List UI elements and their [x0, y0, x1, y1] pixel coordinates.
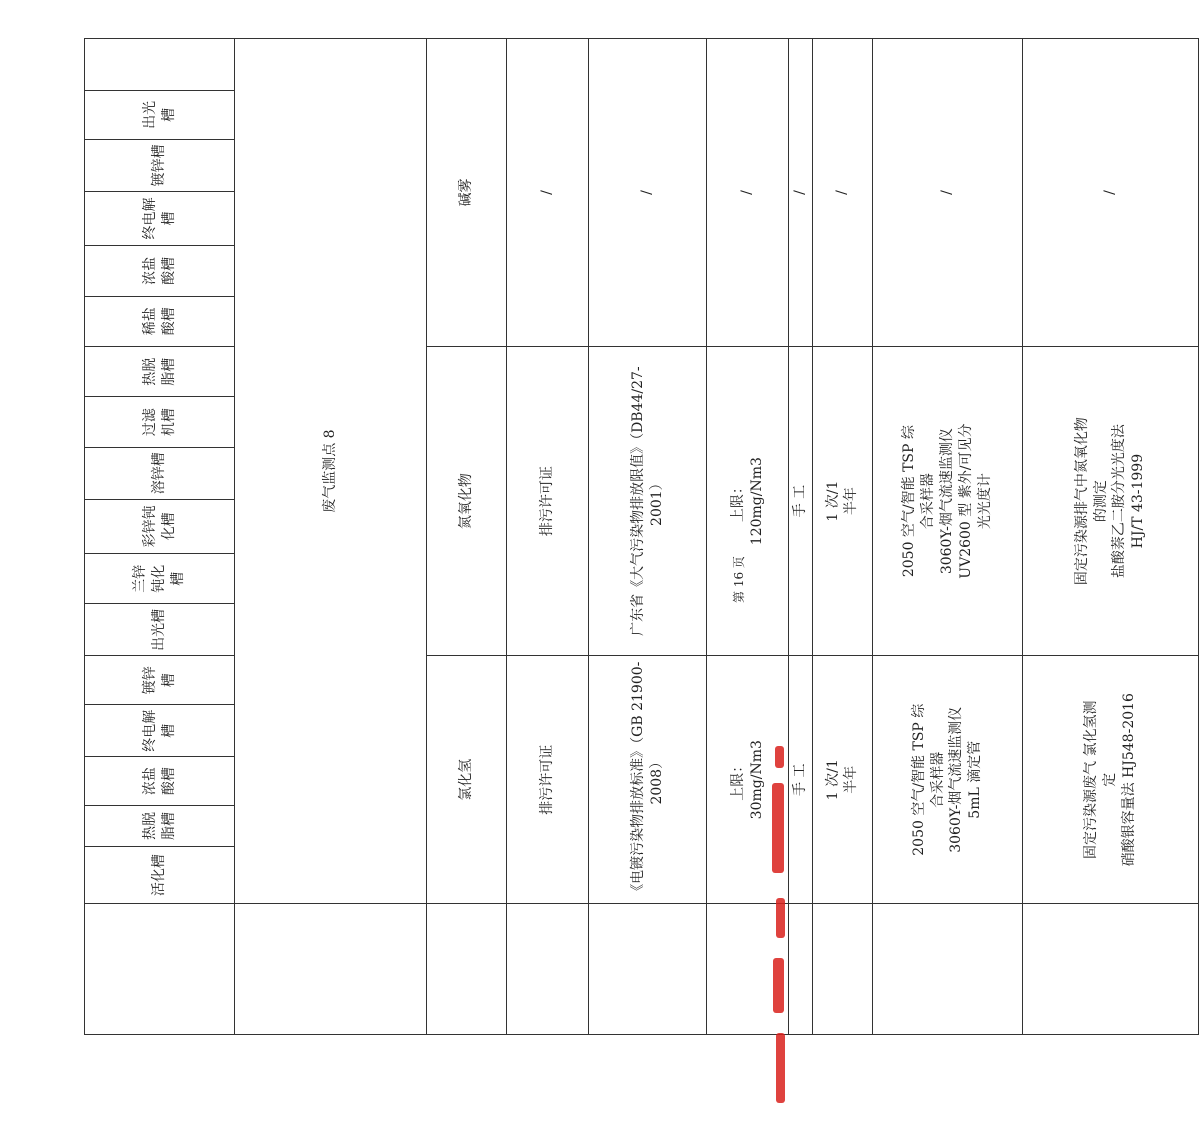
method-type-cell: 手 工	[789, 347, 813, 656]
tank-name-cell: 稀盐酸槽	[85, 296, 235, 346]
limit-cell: 上限： 30mg/Nm3	[707, 656, 789, 904]
blank-cell	[1022, 904, 1198, 1035]
pollutant-cell: 氯化氢	[427, 656, 507, 904]
monitoring-point-cell: 废气监测点 8	[235, 39, 427, 904]
limit-cell: /	[707, 39, 789, 347]
method-type-cell: 手 工	[789, 656, 813, 904]
analysis-method-cell: 固定污染源排气中氮氧化物 的测定 盐酸萘乙二胺分光光度法 HJ/T 43-1999	[1022, 347, 1198, 656]
frequency-cell: 1 次/1 半年	[812, 656, 872, 904]
tank-name-cell: 镀锌槽	[85, 656, 235, 705]
blank-cell	[789, 904, 813, 1035]
blank-cell	[589, 904, 707, 1035]
blank-cell	[427, 904, 507, 1035]
instrument-cell: 2050 空气/智能 TSP 综 合采样器 3060Y-烟气流速监测仪 UV2600 型 紫外/可见分 光光度计	[872, 347, 1022, 656]
blank-cell	[507, 904, 589, 1035]
page-number: 第 16 页	[732, 556, 746, 603]
blank-cell	[85, 904, 235, 1035]
tank-name-cell: 热脱脂槽	[85, 806, 235, 847]
pollutant-cell: 氮氧化物	[427, 347, 507, 656]
tank-name-cell: 过滤机槽	[85, 397, 235, 447]
tank-name-cell: 出光槽	[85, 604, 235, 656]
tank-name-cell: 终电解槽	[85, 705, 235, 757]
tank-name-cell: 浓盐酸槽	[85, 246, 235, 296]
pollutant-cell: 碱雾	[427, 39, 507, 347]
tank-name-cell: 浓盐酸槽	[85, 757, 235, 806]
red-stamp-mark	[770, 743, 790, 1103]
tank-name-cell: 彩锌钝化槽	[85, 499, 235, 554]
frequency-cell: 1 次/1 半年	[812, 347, 872, 656]
blank-cell	[872, 904, 1022, 1035]
standard-cell: /	[589, 39, 707, 347]
frequency-cell: /	[812, 39, 872, 347]
standard-cell: 广东省《大气污染物排放限值》（DB44/27-2001）	[589, 347, 707, 656]
basis-cell: 排污许可证	[507, 347, 589, 656]
tank-name-cell: 活化槽	[85, 846, 235, 903]
tank-name-cell: 终电解槽	[85, 191, 235, 246]
basis-cell: /	[507, 39, 589, 347]
limit-cell: 上限： 120mg/Nm3	[707, 347, 789, 656]
tank-name-cell: 兰锌钝化槽	[85, 554, 235, 604]
standard-cell: 《电镀污染物排放标准》（GB 21900-2008）	[589, 656, 707, 904]
tank-name-cell: 镀锌槽	[85, 139, 235, 191]
blank-cell	[235, 904, 427, 1035]
tank-name-cell: 溶锌槽	[85, 447, 235, 499]
monitoring-table	[84, 38, 1199, 1035]
method-type-cell: /	[789, 39, 813, 347]
instrument-cell: 2050 空气/智能 TSP 综 合采样器 3060Y-烟气流速监测仪 5mL 滴定管	[872, 656, 1022, 904]
tank-name-cell: 出光槽	[85, 90, 235, 139]
instrument-cell: /	[872, 39, 1022, 347]
blank-cell	[85, 39, 235, 91]
blank-cell	[812, 904, 872, 1035]
analysis-method-cell: 固定污染源废气 氯化氢测 定 硝酸银容量法 HJ548-2016	[1022, 656, 1198, 904]
tank-name-cell: 热脱脂槽	[85, 347, 235, 397]
basis-cell: 排污许可证	[507, 656, 589, 904]
analysis-method-cell: /	[1022, 39, 1198, 347]
